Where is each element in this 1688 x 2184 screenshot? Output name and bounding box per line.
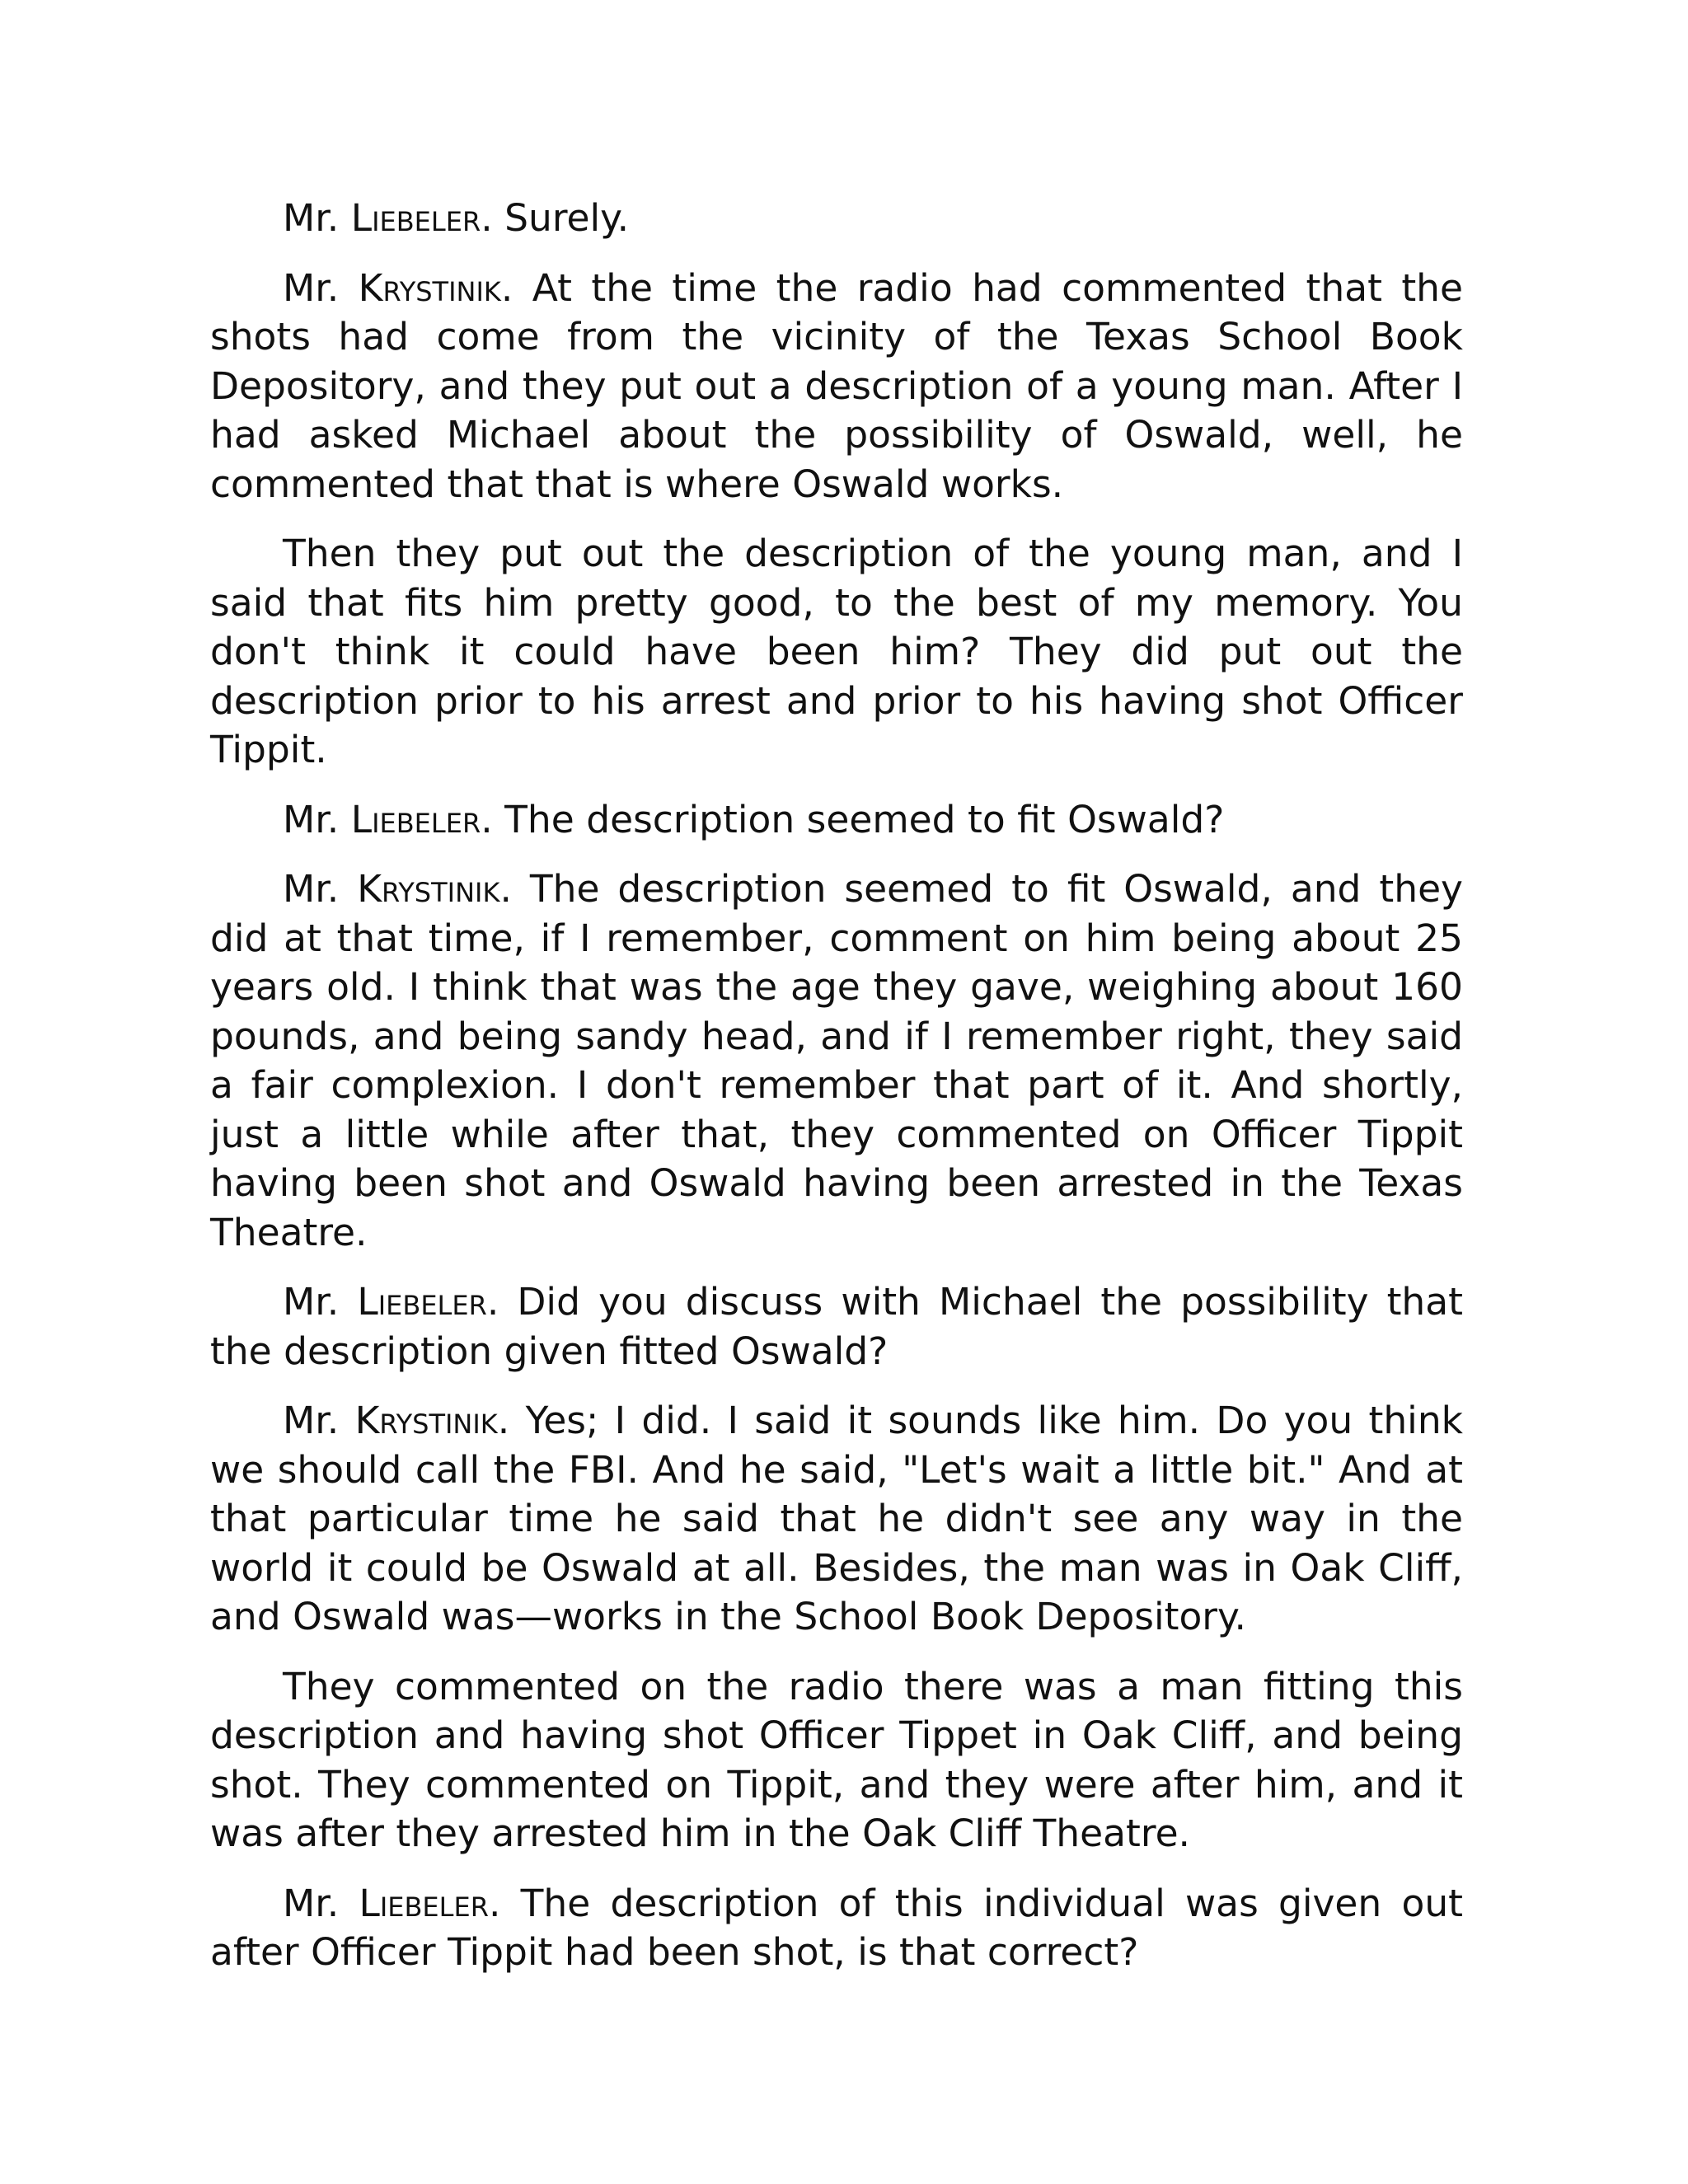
speaker-name: Krystinik [357,867,500,911]
speaker-name: Krystinik [354,1399,498,1442]
speaker-suffix: . [488,1881,501,1925]
speaker-prefix: Mr. [283,1399,355,1442]
speaker-prefix: Mr. [283,1881,359,1925]
paragraph-text: The description seemed to fit Oswald, and they did at that time, if I remember, comment on him being about 25 years old. I think that was the age they gave, weighing about 160 pounds, and being sandy head, and if I remember right, they said a fair complexion. I don't remember that part of it. And shortly, just a little while after that, they commented on Officer Tippit having been shot and Oswald having been arrested in the Texas Theatre. [210,867,1463,1254]
paragraph-text: They commented on the radio there was a man fitting this description and having shot Officer Tippet in Oak Cliff, and being shot. They commented on Tippit, and they were after him, and it was after they arrested him in the Oak Cliff Theatre. [210,1664,1463,1855]
transcript-page [210,194,1463,1998]
speaker-prefix: Mr. [283,196,351,240]
speaker-name: Liebeler [350,797,481,841]
speaker-suffix: . [486,1280,499,1324]
paragraph-text: Yes; I did. I said it sounds like him. Do you think we should call the FBI. And he said, "Let's wait a little bit." And at that particular time he said that he didn't see any way in the world it could be Oswald at all. Besides, the man was in Oak Cliff, and Oswald was—works in the School Book Depository. [210,1399,1464,1638]
paragraph-text: Did you discuss with Michael the possibility that the description given fitted Oswald? [210,1280,1463,1373]
paragraph-text: The description seemed to fit Oswald? [492,797,1225,841]
speaker-prefix: Mr. [283,265,359,310]
speaker-prefix: Mr. [283,867,358,911]
paragraph-text: At the time the radio had commented that the shots had come from the vicinity of the Texas School Book Depository, and they put out a description of a young man. After I had asked Michael about the possibility of Oswald, well, he commented that that is where Oswald works. [210,265,1464,506]
speaker-suffix: . [481,797,493,841]
paragraph-text: Then they put out the description of the young man, and I said that fits him pretty good, to the best of my memory. You don't think it could have been him? They did put out the description prior to his arrest and prior to his having shot Officer Tippit. [210,532,1463,771]
speaker-suffix: . [481,196,493,240]
speaker-name: Liebeler [357,1280,487,1324]
speaker-suffix: . [499,867,512,911]
paragraph-9 [210,1879,1463,1977]
speaker-suffix: . [497,1399,510,1442]
speaker-name: Liebeler [359,1881,489,1925]
speaker-name: Krystinik [358,265,501,310]
paragraph-2 [210,264,1463,509]
paragraph-7 [210,1396,1463,1642]
paragraph-5 [210,865,1463,1257]
paragraph-8 [210,1662,1463,1858]
speaker-name: Liebeler [350,196,481,240]
speaker-suffix: . [500,265,513,310]
paragraph-text: Surely. [492,196,630,240]
paragraph-1 [210,194,1463,243]
paragraph-3 [210,529,1463,775]
paragraph-4 [210,795,1463,845]
paragraph-text: The description of this individual was given out after Officer Tippit had been shot, is that correct? [210,1881,1463,1974]
paragraph-6 [210,1277,1463,1376]
speaker-prefix: Mr. [283,797,351,841]
speaker-prefix: Mr. [283,1280,358,1324]
